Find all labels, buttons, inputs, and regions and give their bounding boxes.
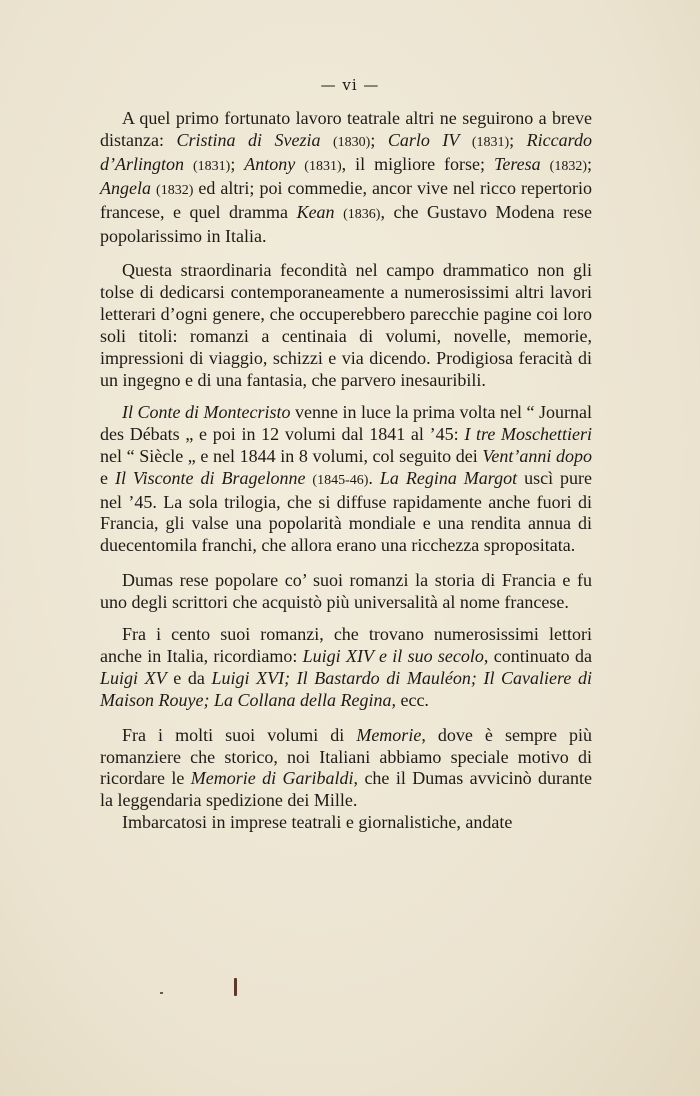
text-run: uscì pure nel ’45. La sola trilogia, che si diffuse rapidamente anche fuori di Francia, gli valse una popolarità mondiale e una rendita annua di duecentomila franchi, che allora erano una ricchezza spropositata.: [100, 467, 593, 556]
work-title: Carlo IV: [387, 129, 460, 150]
paragraph-3: [100, 402, 592, 557]
body-text: [100, 108, 592, 847]
work-title: I tre Moschettieri: [464, 423, 593, 444]
year: (1831): [304, 158, 342, 174]
text-run: A quel primo fortunato lavoro teatrale altri ne seguirono a breve distanza:: [100, 108, 592, 150]
year: (1832): [549, 158, 587, 174]
paragraph-5: [100, 624, 592, 712]
text-run: , che il Dumas avvicinò durante la leggendaria spedizione dei Mille.: [100, 768, 592, 811]
page-number: — vi —: [320, 76, 380, 94]
text-run: , dove è sempre più romanziere che storico, noi Italiani abbiamo speciale motivo di ricordare le: [100, 724, 592, 789]
year: (1845-46): [312, 472, 369, 488]
text-run: venne in luce la prima volta nel “ Journal des Débats „ e poi in 12 volumi dal 1841 al ’45:: [100, 401, 592, 444]
text-run: , continuato da: [483, 645, 592, 666]
text-run: .: [368, 467, 380, 488]
work-title: Luigi XV: [100, 667, 167, 688]
paragraph-1: [100, 108, 592, 247]
text-run: ;: [230, 153, 245, 174]
work-title: Memorie di Garibaldi: [190, 768, 354, 789]
work-title: Il Conte di Montecristo: [122, 401, 291, 422]
year: (1831): [471, 134, 510, 150]
text-run: Fra i cento suoi romanzi, che trovano numerosissimi lettori anche in Italia, ricordiamo:: [100, 624, 592, 666]
text-run: Fra i molti suoi volumi di: [122, 724, 357, 745]
paragraph-2: Questa straordinaria fecondità nel campo drammatico non gli tolse di dedicarsi contemporaneamente a numerosissimi altri lavori letterari d’ogni genere, che occuperebbero parecchie pagine coi loro soli titoli: romanzi a centinaia di volumi, novelle, memorie, impressioni di viaggio, schizzi e via dicendo. Prodigiosa feracità di un ingegno e di una fantasia, che parvero inesauribili.: [100, 260, 592, 390]
work-title: La Regina Margot: [379, 467, 518, 488]
paragraph-6: [100, 725, 592, 813]
paragraph-7: Imbarcatosi in imprese teatrali e giornalistiche, andate: [122, 812, 513, 833]
work-title: Angela: [100, 177, 151, 198]
work-title: Cristina di Svezia: [176, 129, 321, 150]
work-title: Luigi XIV e il suo secolo: [302, 645, 484, 666]
ink-speck: [160, 992, 163, 994]
ink-mark: [234, 978, 237, 996]
paragraph-4: Dumas rese popolare co’ suoi romanzi la storia di Francia e fu uno degli scrittori che acquistò più universalità al nome francese.: [100, 570, 592, 613]
text-run: e da: [166, 667, 212, 688]
text-run: ecc.: [395, 689, 429, 710]
text-run: ;: [587, 153, 593, 174]
work-title: Luigi XVI; Il Bastardo di Mauléon; Il Cavaliere di Maison Rouye; La Collana della Regina,: [100, 667, 592, 710]
text-run: , il migliore forse;: [341, 153, 494, 174]
year: (1831): [192, 158, 231, 174]
text-run: , che Gustavo Modena rese popolarissimo in Italia.: [100, 201, 593, 246]
work-title: Antony: [244, 153, 296, 174]
work-title: Riccardo d’Arlington: [100, 129, 592, 174]
year: (1830): [332, 134, 371, 150]
work-title: Kean: [296, 201, 335, 222]
text-run: nel “ Siècle „ e nel 1844 in 8 volumi, col seguito dei: [100, 445, 483, 466]
text-run: e: [100, 467, 115, 488]
work-title: Teresa: [494, 153, 541, 174]
text-run: ;: [509, 129, 527, 150]
text-run: ed altri; poi commedie, ancor vive nel ricco repertorio francese, e quel dramma: [100, 177, 593, 222]
year: (1832): [156, 182, 194, 198]
text-run: ;: [370, 129, 388, 150]
work-title: Vent’anni dopo: [482, 445, 592, 466]
work-title: Memorie: [356, 724, 422, 745]
year: (1836): [343, 206, 381, 222]
work-title: Il Visconte di Bragelonne: [114, 467, 306, 488]
